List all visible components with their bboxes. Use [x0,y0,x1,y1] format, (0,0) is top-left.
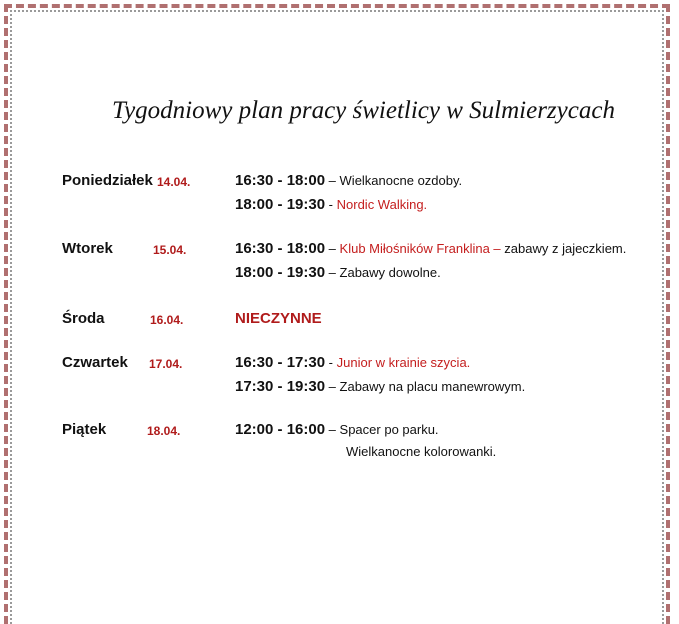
entry-highlight: Junior w krainie szycia. [336,355,471,370]
entry-separator: – [325,379,340,394]
page-title: Tygodniowy plan pracy świetlicy w Sulmierzycach [112,97,615,124]
entry-time: 16:30 - 18:00 [235,172,326,189]
schedule-entry [235,196,427,213]
entry-text: Zabawy na placu manewrowym. [339,379,526,394]
entry-separator: – [325,422,340,437]
schedule-entry [235,378,525,395]
schedule-entry [235,264,441,281]
closed-status: NIECZYNNE [235,310,322,327]
entry-text: zabawy z jajeczkiem. [500,241,627,256]
schedule-entry [235,354,470,371]
schedule-entry [235,172,462,189]
entry-separator: – [325,173,340,188]
entry-separator: – [325,265,340,280]
entry-time: 16:30 - 18:00 [235,240,326,257]
date-thursday: 17.04. [149,357,183,371]
entry-separator: - [325,197,337,212]
entry-text: Zabawy dowolne. [339,265,441,280]
entry-highlight: Nordic Walking. [336,197,428,212]
date-friday: 18.04. [147,424,181,438]
schedule-entry [235,240,626,257]
entry-time: 12:00 - 16:00 [235,421,326,438]
entry-text: Spacer po parku. [339,422,439,437]
entry-time: 16:30 - 17:30 [235,354,326,371]
schedule-entry-continuation: Wielkanocne kolorowanki. [346,444,497,459]
entry-highlight: Klub Miłośników Franklina – [339,241,501,256]
entry-time: 17:30 - 19:30 [235,378,326,395]
entry-text: Wielkanocne ozdoby. [339,173,463,188]
date-wednesday: 16.04. [150,313,184,327]
entry-time: 18:00 - 19:30 [235,264,326,281]
entry-time: 18:00 - 19:30 [235,196,326,213]
date-tuesday: 15.04. [153,243,187,257]
day-friday: Piątek [62,421,107,438]
date-monday: 14.04. [157,175,191,189]
schedule-entry [235,421,439,438]
day-tuesday: Wtorek [62,240,113,257]
day-wednesday: Środa [62,310,105,327]
entry-separator: – [325,241,340,256]
entry-separator: - [325,355,337,370]
day-monday: Poniedziałek [62,172,153,189]
day-thursday: Czwartek [62,354,128,371]
